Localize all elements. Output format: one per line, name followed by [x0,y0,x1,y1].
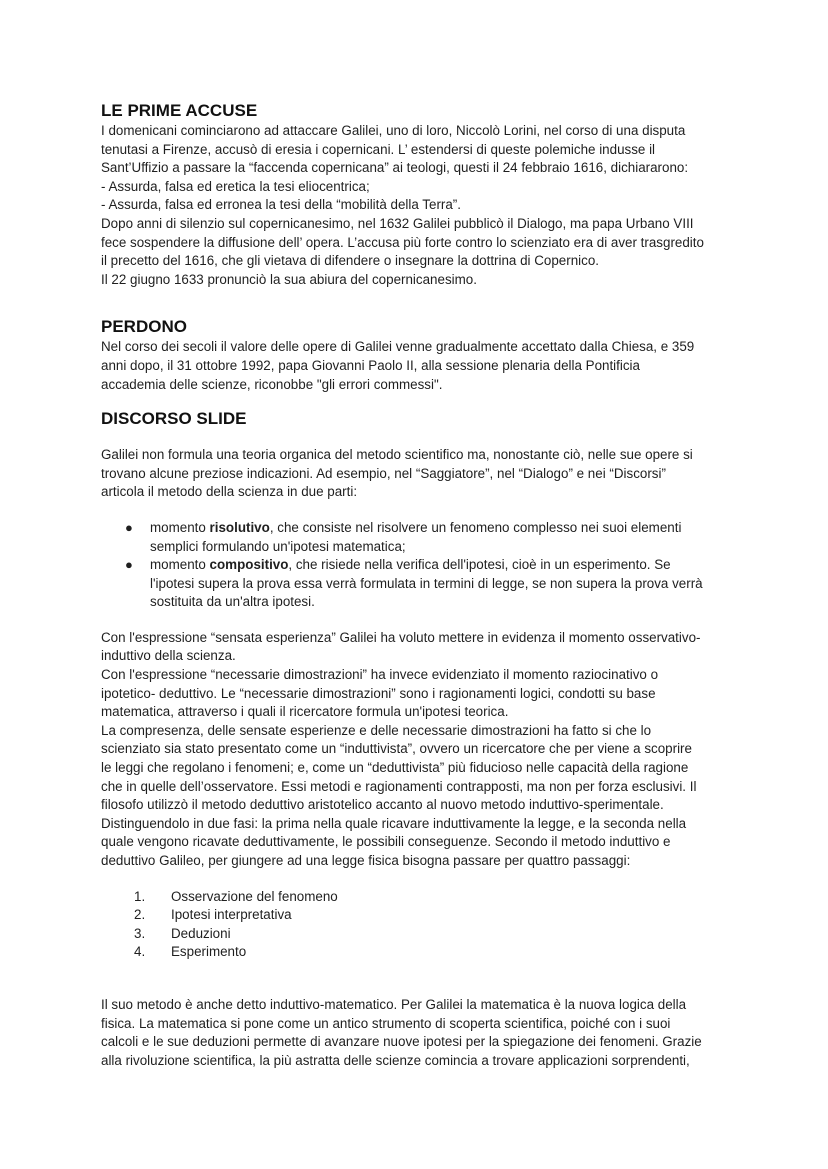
text-line: il precetto del 1616, che gli vietava di difendere o insegnare la dottrina di Copernico. [101,253,599,269]
paragraph-discorso-final [101,996,731,1070]
paragraph-perdono [101,338,731,394]
text-line: Con l'espressione “necessarie dimostrazioni” ha invece evidenziato il momento raziocinativo o [101,667,659,683]
section-title-discorso-slide: DISCORSO SLIDE [101,409,247,429]
text-line: fece sospendere la diffusione dell’ opera. L’accusa più forte contro lo scienziato era di aver trasgredito [101,234,704,250]
bullet-item-risolutivo [101,519,731,556]
text-line: Distinguendolo in due fasi: la prima nella quale ricavare induttivamente la legge, e la seconda nella [101,815,687,831]
text-line: tenutasi a Firenze, accusò di eresia i copernicani. L’ estendersi di queste polemiche indusse il [101,141,656,157]
text-line: trovano alcune preziose indicazioni. Ad esempio, nel “Saggiatore”, nel “Dialogo” e nei “Discorsi” [101,465,666,481]
text-line: quale vengono ricavate deduttivamente, le possibili conseguenze. Secondo il metodo induttivo e [101,834,671,850]
bullet-text: l'ipotesi supera la prova essa verrà formulata in termini di legge, se non supera la prova verrà [150,575,703,591]
text-line: Il 22 giugno 1633 pronunciò la sua abiura del copernicanesimo. [101,271,477,287]
bullet-text: semplici formulando un'ipotesi matematica; [150,538,406,554]
text-line: fisica. La matematica si pone come un antico strumento di scoperta scientifica, poiché con i suoi [101,1015,671,1031]
bullet-prefix: momento [150,557,210,573]
text-line: Nel corso dei secoli il valore delle opere di Galilei venne gradualmente accettato dalla Chiesa, e 359 [101,339,695,355]
list-item [101,888,731,907]
bullet-icon: ● [125,519,133,535]
list-item [101,925,731,944]
text-line: accademia delle scienze, riconobbe "gli errori commessi". [101,376,443,392]
paragraph-discorso-body [101,629,731,871]
list-number: 1. [134,888,146,904]
text-line: induttivo della scienza. [101,648,236,664]
text-line: deduttivo Galileo, per giungere ad una legge fisica bisogna passare per quattro passaggi: [101,853,631,868]
text-line: Sant’Uffizio a passare la “faccenda copernicana” ai teologi, questi il 24 febbraio 1616, dichiararono: [101,160,689,176]
section-title-perdono: PERDONO [101,317,187,337]
bullet-text: , che risiede nella verifica dell'ipotesi, cioè in un esperimento. Se [288,557,671,573]
list-number: 3. [134,925,146,941]
text-line: I domenicani cominciarono ad attaccare Galilei, uno di loro, Niccolò Lorini, nel corso di una disputa [101,123,686,138]
list-number: 4. [134,944,146,960]
bullet-text: sostituita da un'altra ipotesi. [150,594,315,610]
list-item-text: Deduzioni [171,925,231,941]
bullet-prefix: momento [150,519,210,535]
text-line: La compresenza, delle sensate esperienze e delle necessarie dimostrazioni ha fatto si che lo [101,722,652,738]
bullet-bold-term: compositivo [209,557,289,573]
text-line: matematica, attraverso i quali il ricercatore formula un'ipotesi teorica. [101,704,509,720]
paragraph-prime-accuse [101,122,731,289]
text-line: Con l'espressione “sensata esperienza” Galilei ha voluto mettere in evidenza il momento osservativo- [101,629,701,645]
text-line: filosofo utilizzò il metodo deduttivo aristotelico accanto al nuovo metodo induttivo-sperimentale. [101,797,664,813]
list-number: 2. [134,907,146,923]
text-line: ipotetico- deduttivo. Le “necessarie dimostrazioni” sono i ragionamenti logici, condotti su base [101,685,656,701]
text-line: articola il metodo della scienza in due parti: [101,484,358,500]
text-line: alla rivoluzione scientifica, la più astratta delle scienze comincia a trovare applicazioni sorprendenti, [101,1052,690,1068]
numbered-list [101,888,731,962]
bullet-icon: ● [125,557,133,573]
text-line: - Assurda, falsa ed eretica la tesi eliocentrica; [101,178,370,194]
bullet-list [101,519,731,612]
text-line: Il suo metodo è anche detto induttivo-matematico. Per Galilei la matematica è la nuova logica della [101,996,687,1012]
text-line: che in quelle dell’osservatore. Essi metodi e ragionamenti contrapposti, ma non per forza esclusivi. Il [101,778,697,794]
list-item [101,906,731,925]
list-item-text: Osservazione del fenomeno [171,888,338,904]
list-item-text: Ipotesi interpretativa [171,907,292,923]
bullet-text: , che consiste nel risolvere un fenomeno complesso nei suoi elementi [269,519,682,535]
list-item-text: Esperimento [171,944,247,960]
bullet-item-compositivo [101,556,731,612]
section-title-prime-accuse: LE PRIME ACCUSE [101,101,258,120]
text-line: Dopo anni di silenzio sul copernicanesimo, nel 1632 Galilei pubblicò il Dialogo, ma papa Urbano VIII [101,215,694,231]
bullet-bold-term: risolutivo [209,519,270,535]
document-content [101,96,731,1070]
text-line: le leggi che regolano i fenomeni; e, come un “deduttivista” più fiducioso nelle capacità della ragione [101,760,689,776]
text-line: calcoli e le sue deduzioni permette di avanzare nuove ipotesi per la spiegazione dei fenomeni. Grazie [101,1034,702,1050]
text-line: Galilei non formula una teoria organica del metodo scientifico ma, nonostante ciò, nelle sue opere si [101,447,693,463]
text-line: scienziato sia stato presentato come un “induttivista”, ovvero un ricercatore che per viene a scoprire [101,741,692,757]
text-line: anni dopo, il 31 ottobre 1992, papa Giovanni Paolo II, alla sessione plenaria della Pontificia [101,357,640,373]
text-line: - Assurda, falsa ed erronea la tesi della “mobilità della Terra”. [101,197,461,213]
paragraph-discorso-intro [101,446,731,502]
list-item [101,943,731,962]
